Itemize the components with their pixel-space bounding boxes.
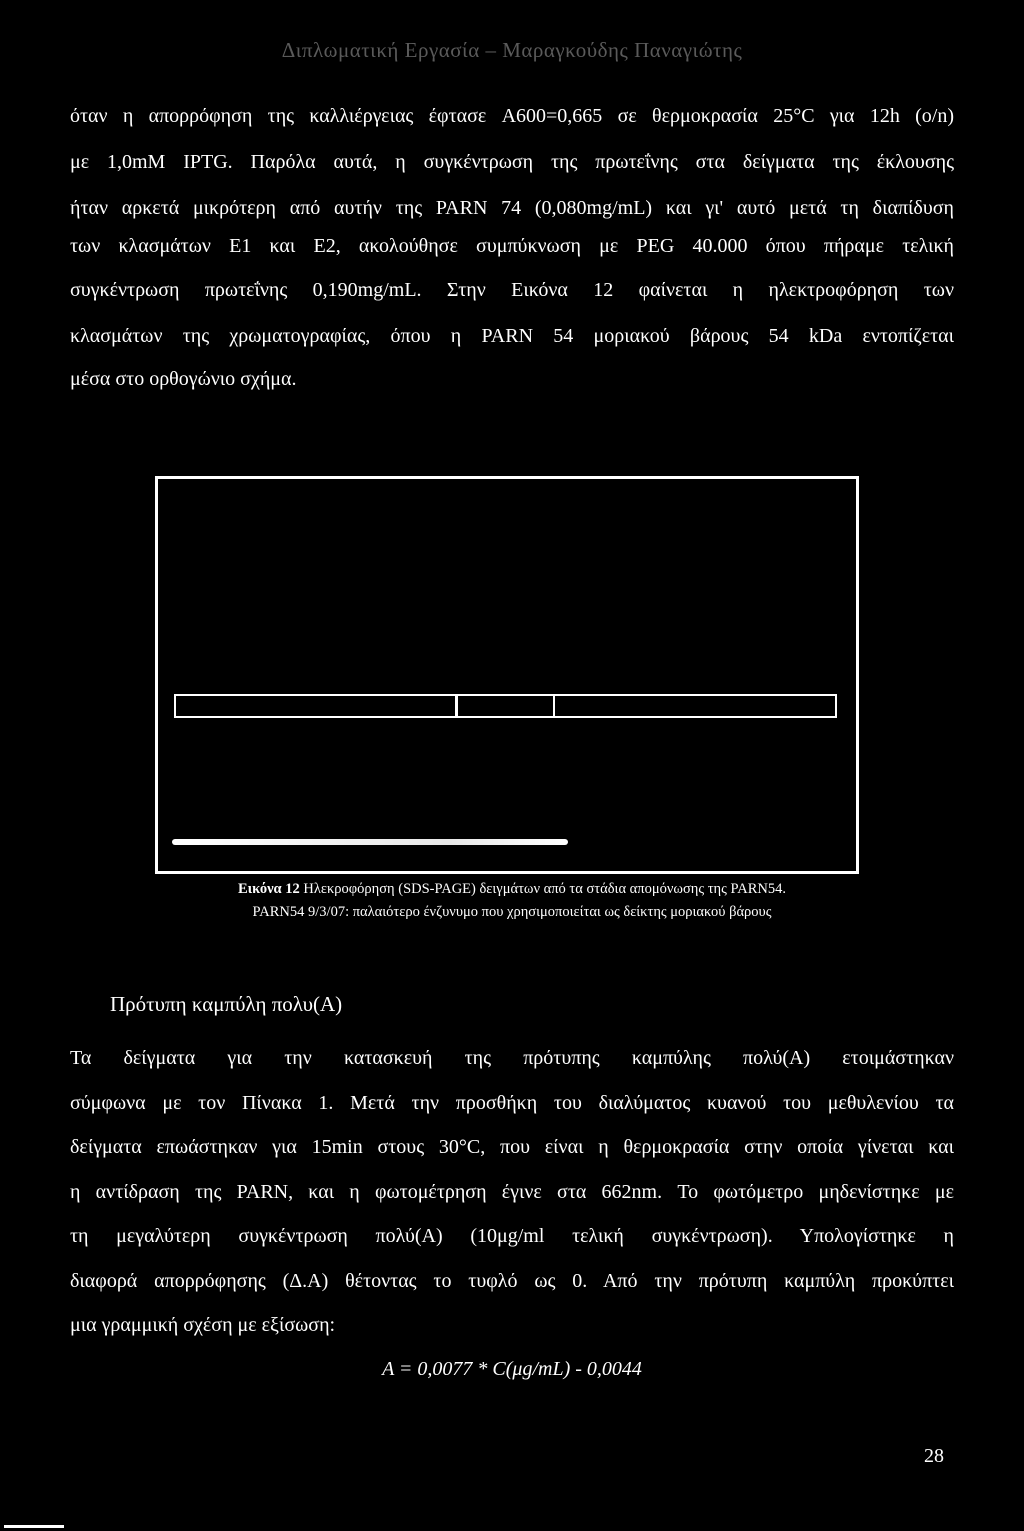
gel-band	[172, 839, 568, 845]
text-line: τη μεγαλύτερη συγκέντρωση πολύ(Α) (10μg/ml τελική συγκέντρωση). Υπολογίστηκε η	[70, 1225, 954, 1247]
figure-caption-text: Ηλεκροφόρηση (SDS-PAGE) δειγμάτων από τα στάδια απομόνωσης της PARN54.	[299, 881, 786, 897]
text-line: σύμφωνα με τον Πίνακα 1. Μετά την προσθήκη του διαλύματος κυανού του μεθυλενίου τα	[70, 1092, 954, 1114]
figure-caption	[0, 881, 1024, 898]
text-line: Τα δείγματα για την κατασκευή της πρότυπης καμπύλης πολύ(Α) ετοιμάστηκαν	[70, 1047, 954, 1069]
text-line: κλασμάτων της χρωματογραφίας, όπου η PARN 54 μοριακού βάρους 54 kDa εντοπίζεται	[70, 325, 954, 347]
text-line: μια γραμμική σχέση με εξίσωση:	[70, 1314, 336, 1336]
page-number: 28	[924, 1445, 944, 1467]
corner-mark	[4, 1525, 64, 1528]
text-line: όταν η απορρόφηση της καλλιέργειας έφτασε A600=0,665 σε θερμοκρασία 25°C για 12h (o/n)	[70, 105, 954, 127]
text-line: δείγματα επωάστηκαν για 15min στους 30°C, που είναι η θερμοκρασία στην οποία γίνεται και	[70, 1136, 954, 1158]
highlight-rectangle	[174, 694, 458, 718]
text-line: με 1,0mM IPTG. Παρόλα αυτά, η συγκέντρωση της πρωτεΐνης στα δείγματα της έκλουσης	[70, 151, 954, 173]
section-heading: Πρότυπη καμπύλη πολυ(Α)	[110, 992, 343, 1016]
text-line: ήταν αρκετά μικρότερη από αυτήν της PARN 74 (0,080mg/mL) και γι' αυτό μετά τη διαπίδυση	[70, 197, 954, 219]
text-line: μέσα στο ορθογώνιο σχήμα.	[70, 368, 297, 390]
figure-label: Εικόνα 12	[238, 881, 300, 897]
text-line: διαφορά απορρόφησης (Δ.Α) θέτοντας το τυφλό ως 0. Από την πρότυπη καμπύλη προκύπτει	[70, 1270, 954, 1292]
text-line: η αντίδραση της PARN, και η φωτομέτρηση έγινε στα 662nm. Το φωτόμετρο μηδενίστηκε με	[70, 1181, 954, 1203]
highlight-rectangle	[553, 694, 837, 718]
highlight-rectangle	[455, 694, 555, 718]
figure-caption-line2: PARN54 9/3/07: παλαιότερο ένζυνυμο που χρησιμοποιείται ως δείκτης μοριακού βάρους	[252, 904, 772, 920]
text-line: των κλασμάτων E1 και E2, ακολούθησε συμπύκνωση με PEG 40.000 όπου πήραμε τελική	[70, 235, 954, 257]
text-line: συγκέντρωση πρωτεΐνης 0,190mg/mL. Στην Εικόνα 12 φαίνεται η ηλεκτροφόρηση των	[70, 279, 954, 301]
gel-image-frame	[155, 476, 859, 874]
equation: A = 0,0077 * C(μg/mL) - 0,0044	[382, 1358, 642, 1380]
running-header: Διπλωματική Εργασία – Μαραγκούδης Παναγιώτης	[281, 38, 743, 62]
